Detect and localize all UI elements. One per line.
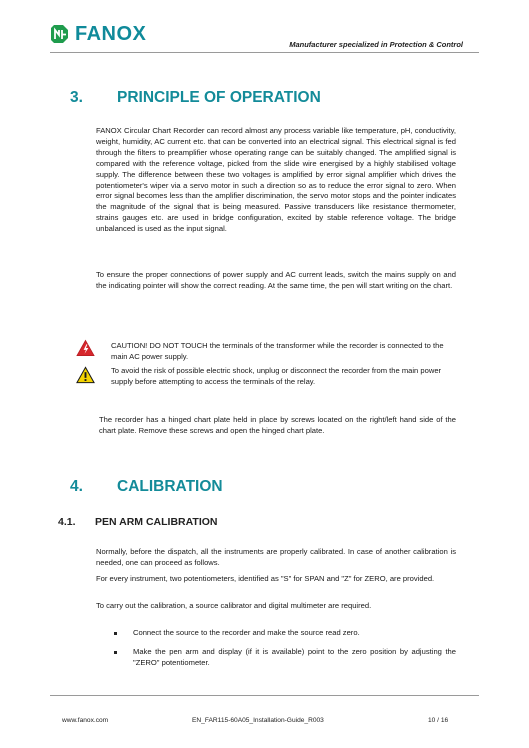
chart-plate-paragraph: The recorder has a hinged chart plate held in place by screws located on the right/left hand side of the chart plate. Remove these screws and open the hinged chart plate.	[99, 415, 456, 435]
calibration-steps-list	[114, 628, 456, 668]
header-divider	[50, 52, 479, 53]
logo-text: FANOX	[75, 22, 147, 45]
footer-website[interactable]: www.fanox.com	[62, 717, 109, 724]
electric-hazard-icon	[76, 339, 95, 357]
footer-page-number: 10 / 16	[428, 717, 449, 724]
subsection-title: PEN ARM CALIBRATION	[95, 516, 218, 528]
potentiometers-paragraph: For every instrument, two potentiometers, identified as "S" for SPAN and "Z" for ZERO, are provided.	[96, 574, 435, 583]
list-item-text: Connect the source to the recorder and make the source read zero.	[133, 628, 360, 637]
list-item	[114, 628, 456, 639]
subsection-number: 4.1.	[58, 516, 76, 528]
section-title: PRINCIPLE OF OPERATION	[117, 89, 321, 106]
warning-text: To avoid the risk of possible electric shock, unplug or disconnect the recorder from the main power supply before attempting to access the terminals of the relay.	[111, 366, 442, 386]
section-number: 4.	[70, 478, 83, 495]
subsection-heading	[58, 516, 218, 528]
connection-paragraph: To ensure the proper connections of power supply and AC current leads, switch the mains supply on and the indicating pointer will show the correct reading. At the same time, the pen will start writing on the chart.	[96, 270, 456, 290]
footer-document-id: EN_FAR115-60A05_Installation-Guide_R003	[192, 717, 324, 724]
bullet-icon	[114, 632, 117, 635]
list-item	[114, 647, 456, 669]
bullet-icon	[114, 651, 117, 654]
section-heading	[70, 89, 321, 107]
principle-paragraph: FANOX Circular Chart Recorder can record almost any process variable like temperature, pH, conductivity, weight, humidity, AC current etc. that can be converted into an electrical signal. This electrical signal is fed through the filters to preamplifier whose operating range can be suitably changed. The amplified signal is compared with the reference voltage, picked from the slide wire energised by a highly stabilised voltage supply. The difference between these two voltages is amplified by error signal amplifier which drives the potentiometer's wiper via a servo motor in such a direction so as to reduce the error signal to zero. When error signal becomes less than the amplifier discrimination, the servo motor stops and the pointer indicates the magnitude of the signal that is being measured. Passive transducers like resistance thermometer, strains gauges etc. are used in bridge configuration, excited by stable reference voltage. The bridge unbalanced is used as the input signal.	[96, 126, 456, 234]
company-logo	[50, 22, 146, 46]
calibration-intro-paragraph: Normally, before the dispatch, all the instruments are properly calibrated. In case of another calibration is needed, one can proceed as follows.	[96, 547, 456, 567]
requirements-paragraph: To carry out the calibration, a source calibrator and digital multimeter are required.	[96, 601, 372, 610]
caution-text: CAUTION! DO NOT TOUCH the terminals of the transformer while the recorder is connected to the main AC power supply.	[111, 341, 444, 361]
list-item-text: Make the pen arm and display (if it is available) point to the zero position by adjusting the "ZERO" potentiometer.	[133, 646, 456, 667]
fanox-logo-icon	[50, 23, 72, 45]
section-title: CALIBRATION	[117, 478, 223, 495]
header-tagline: Manufacturer specialized in Protection & Control	[289, 40, 463, 49]
section-number: 3.	[70, 89, 83, 106]
section-heading	[70, 478, 223, 496]
exclamation-warning-icon	[76, 366, 95, 384]
footer-divider	[50, 695, 479, 696]
